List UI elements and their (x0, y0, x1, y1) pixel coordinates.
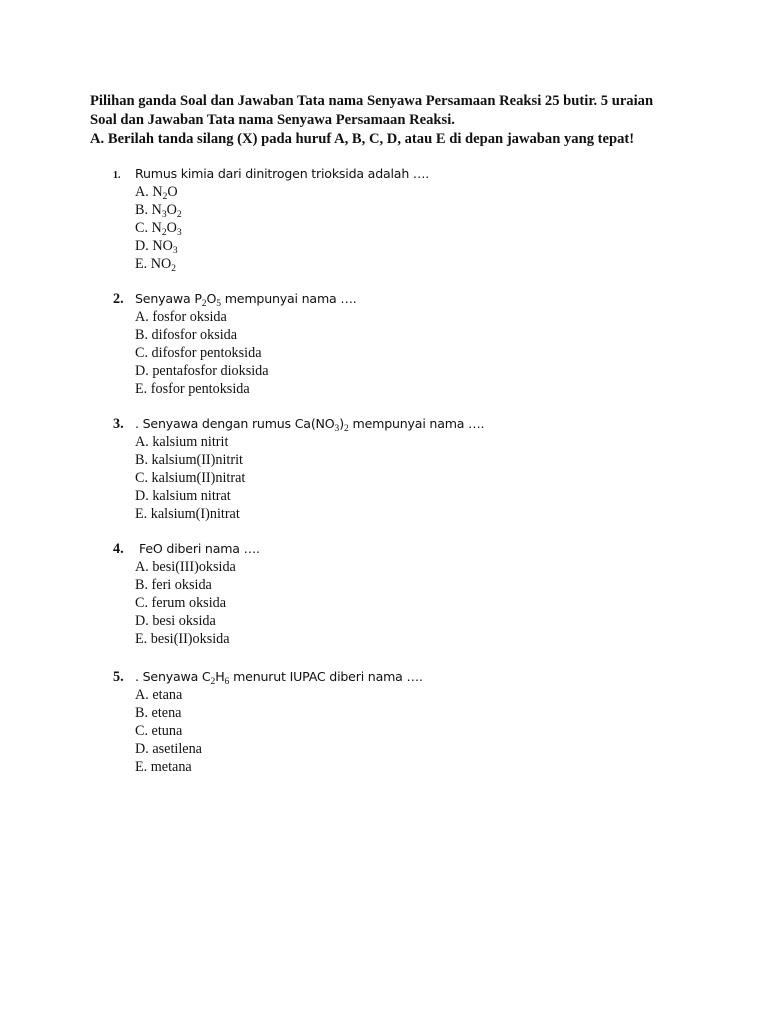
question-number: 5. (113, 669, 124, 685)
option-e: E. metana (135, 759, 192, 775)
option-d: D. pentafosfor dioksida (135, 363, 269, 379)
option-c-text-mid: O (166, 220, 177, 236)
question-text-part: . Senyawa dengan rumus Ca(NO (135, 416, 335, 431)
option-d: D. besi oksida (135, 613, 216, 629)
subscript: 3 (176, 228, 182, 238)
option-a: A. besi(III)oksida (135, 559, 236, 575)
option-a: A. etana (135, 687, 183, 703)
question-text-part: ) (339, 416, 344, 431)
option-e (135, 255, 182, 273)
question-text-content: FeO diberi nama …. (139, 541, 260, 556)
heading-line-3: A. Berilah tanda silang (X) pada huruf A, B, C, D, atau E di depan jawaban yang tepat! (90, 131, 635, 147)
option-list (135, 686, 202, 776)
option-a-text-end: O (167, 184, 178, 200)
option-b: B. difosfor oksida (135, 327, 238, 343)
option-list (135, 558, 236, 648)
option-c: C. kalsium(II)nitrat (135, 470, 246, 486)
question-text (135, 415, 484, 433)
question-text-part: mempunyai nama …. (348, 416, 485, 431)
option-c: C. ferum oksida (135, 595, 227, 611)
option-list (135, 433, 245, 523)
option-a-text: A. N (135, 184, 163, 200)
option-d-text: D. NO (135, 238, 173, 254)
subscript: 2 (210, 677, 216, 687)
question-text-part: Senyawa P (135, 291, 202, 306)
option-e: E. fosfor pentoksida (135, 381, 250, 397)
option-e: E. kalsium(I)nitrat (135, 506, 240, 522)
option-a: A. kalsium nitrit (135, 434, 229, 450)
subscript: 3 (172, 246, 178, 256)
option-b (135, 201, 182, 219)
option-c-text: C. N (135, 220, 162, 236)
question-number: 2. (113, 291, 124, 307)
option-b: B. kalsium(II)nitrit (135, 452, 243, 468)
subscript: 2 (343, 424, 349, 434)
subscript: 2 (161, 228, 167, 238)
question-text-content: Rumus kimia dari dinitrogen trioksida adalah …. (135, 166, 430, 181)
question-text-part: H (215, 669, 225, 684)
option-d: D. kalsium nitrat (135, 488, 231, 504)
question-text-part: mempunyai nama …. (220, 291, 357, 306)
subscript: 6 (224, 677, 230, 687)
question-text (139, 540, 260, 558)
question-text (135, 290, 357, 308)
option-list (135, 183, 182, 273)
option-a (135, 183, 182, 201)
subscript: 3 (161, 210, 167, 220)
question-text-part: menurut IUPAC diberi nama …. (229, 669, 423, 684)
option-b: B. etena (135, 705, 182, 721)
option-list (135, 308, 269, 398)
question-number: 3. (113, 416, 124, 432)
subscript: 5 (216, 299, 221, 309)
option-b: B. feri oksida (135, 577, 212, 593)
heading-line-1: Pilihan ganda Soal dan Jawaban Tata nama Senyawa Persamaan Reaksi 25 butir. 5 uraian (90, 93, 654, 109)
subscript: 2 (162, 192, 168, 202)
question-number: 1. (113, 170, 121, 181)
option-e: E. besi(II)oksida (135, 631, 230, 647)
option-c (135, 219, 182, 237)
question-text-part: . Senyawa C (135, 669, 211, 684)
option-d: D. asetilena (135, 741, 202, 757)
option-b-text: B. N (135, 202, 162, 218)
subscript: 2 (176, 210, 182, 220)
question-text (135, 668, 423, 686)
heading-line-2: Soal dan Jawaban Tata nama Senyawa Persamaan Reaksi. (90, 112, 455, 128)
subscript: 2 (171, 264, 177, 274)
option-a: A. fosfor oksida (135, 309, 227, 325)
question-text-part: O (206, 291, 217, 306)
option-c: C. etuna (135, 723, 183, 739)
option-e-text: E. NO (135, 256, 172, 272)
question-text (135, 165, 429, 183)
document-heading (90, 92, 690, 149)
subscript: 3 (334, 424, 340, 434)
option-c: C. difosfor pentoksida (135, 345, 262, 361)
question-number: 4. (113, 541, 124, 557)
subscript: 2 (201, 299, 207, 309)
option-b-text-mid: O (166, 202, 177, 218)
option-d (135, 237, 182, 255)
